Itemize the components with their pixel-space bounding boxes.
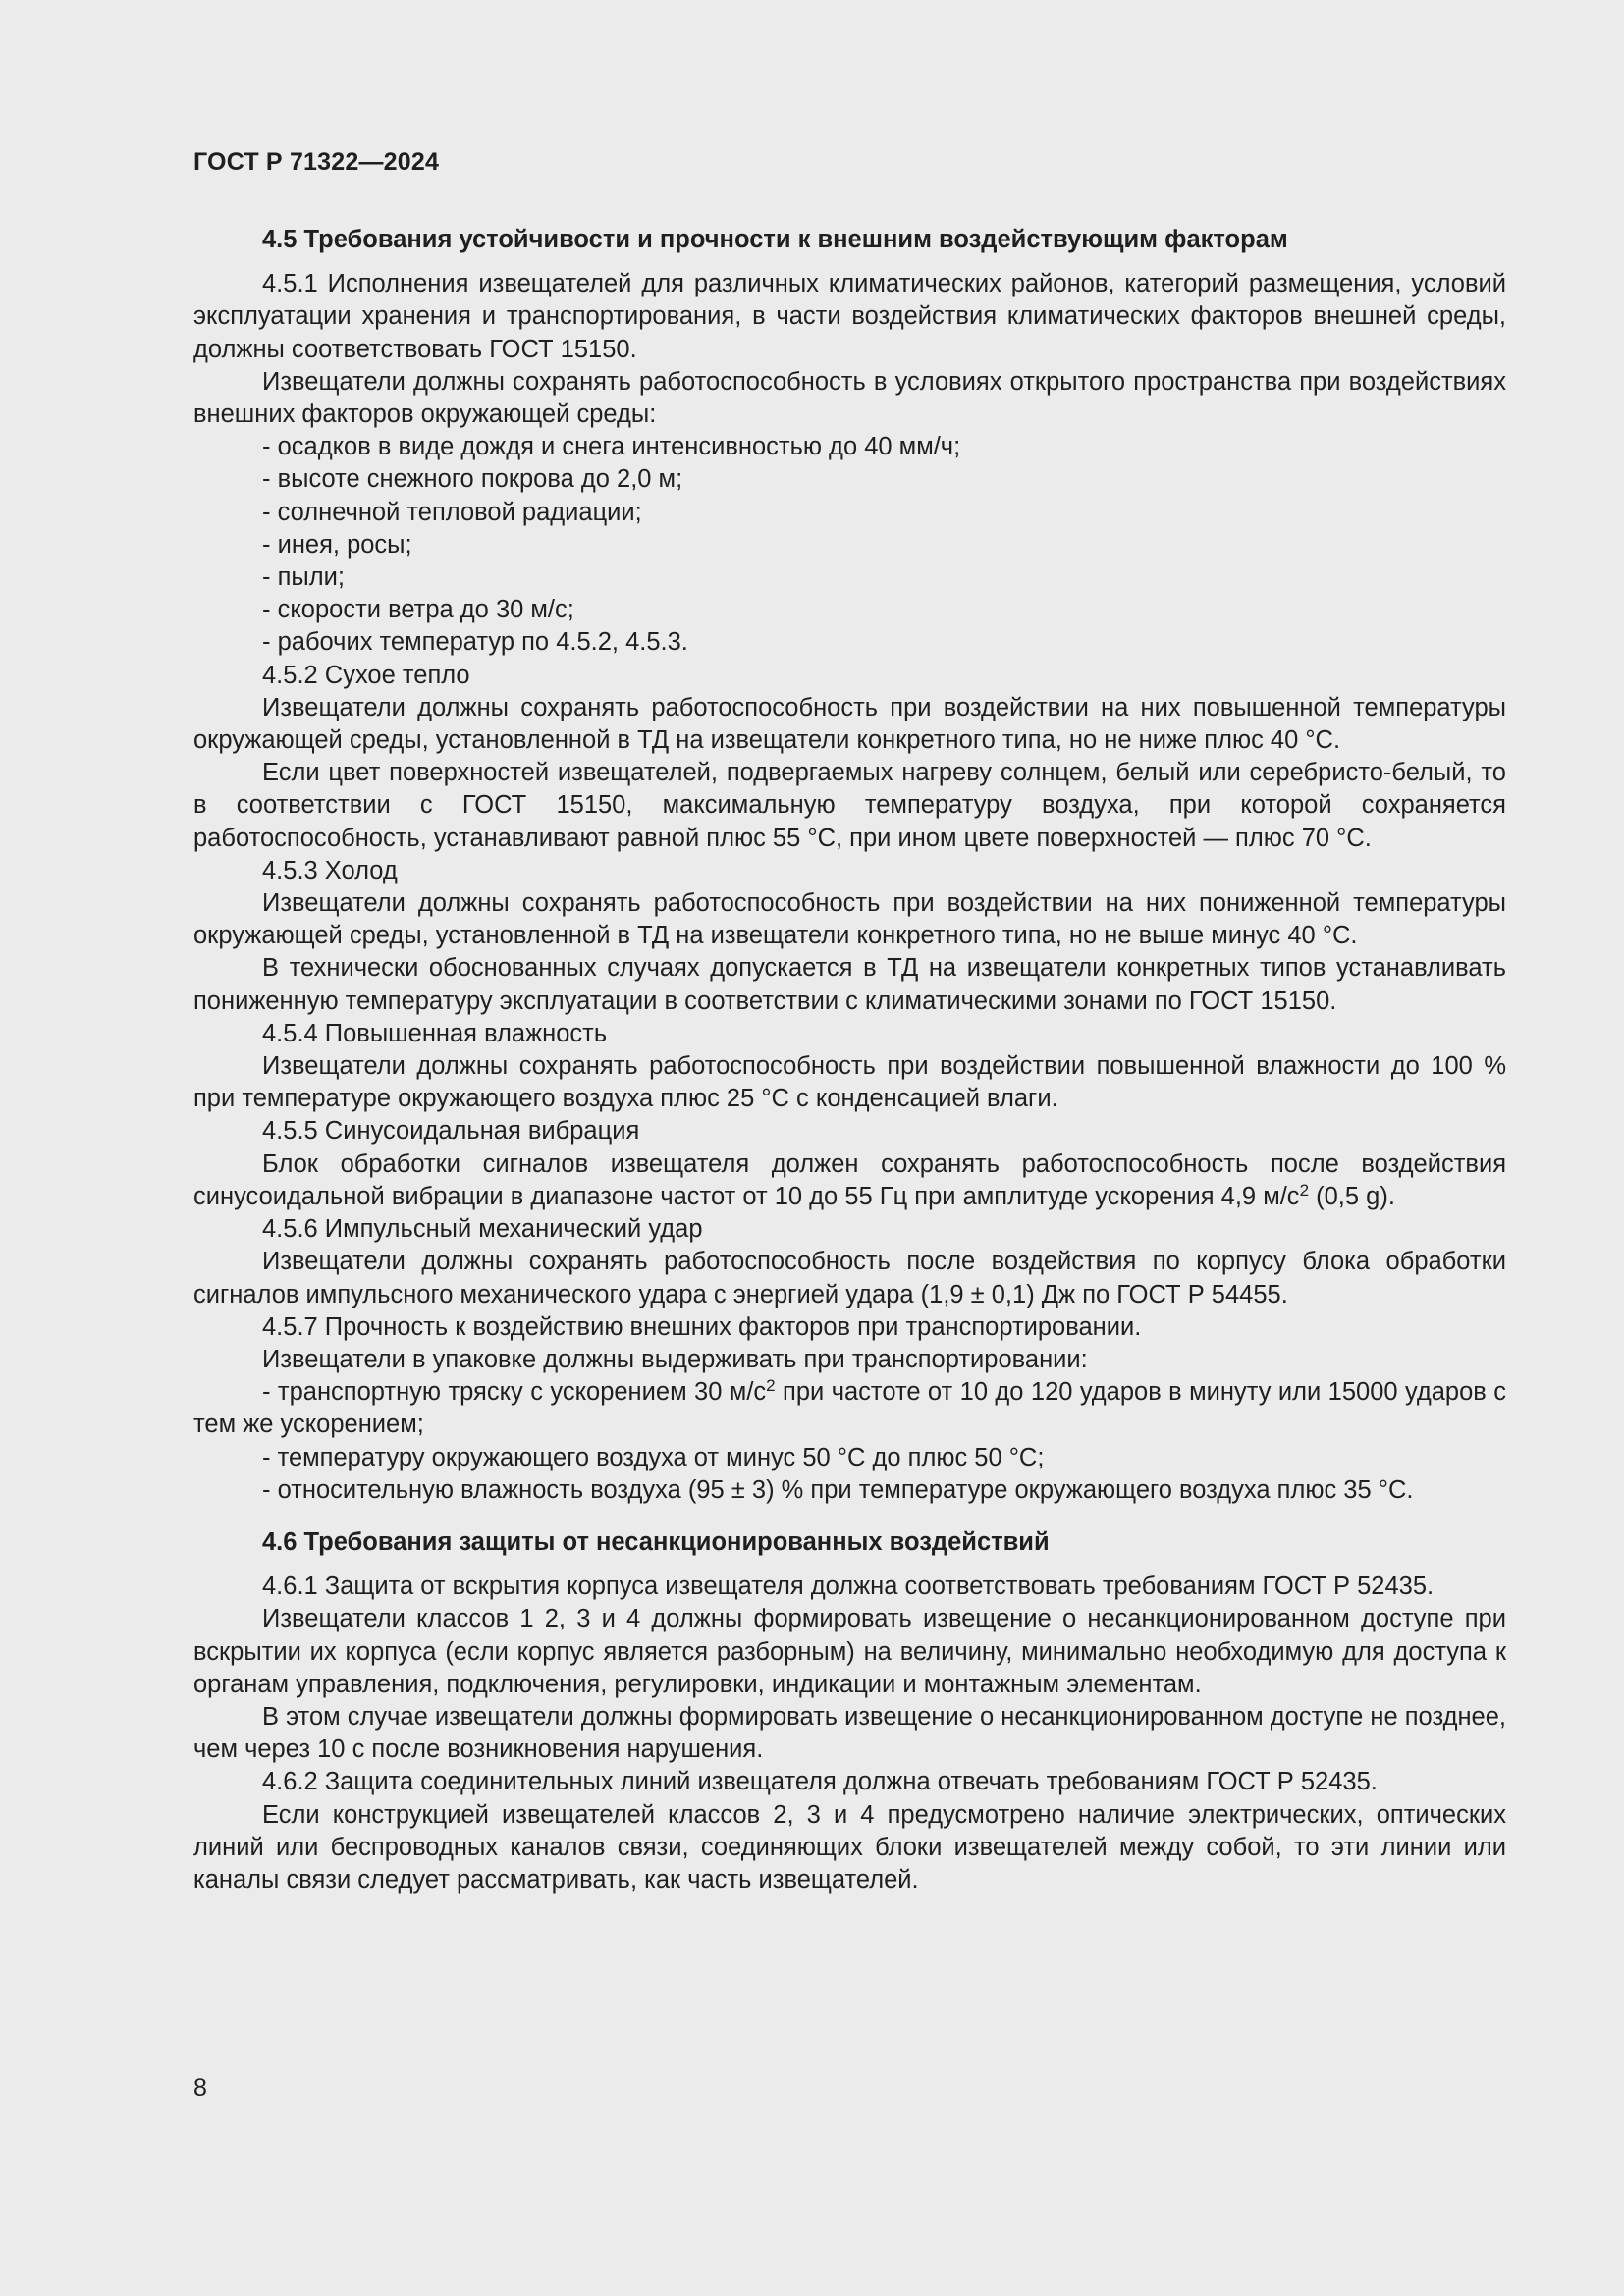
paragraph-4-5-2-b: Если цвет поверхностей извещателей, подвергаемых нагреву солнцем, белый или серебристо-белый, то в соответствии с ГОСТ 15150, максимальную температуру воздуха, при которой сохраняется работоспособность, устанавливают равной плюс 55 °С, при ином цвете поверхностей — плюс 70 °С. xyxy=(193,759,1506,852)
list-item: - пыли; xyxy=(262,563,345,592)
paragraph-lines: Если конструкцией извещателей классов 2, 3 и 4 предусмотрено наличие электрических, оптических линий или беспроводных каналов связи, соединяющих блоки извещателей между собой, то эти линии или каналы связи следует рассматривать, как часть извещателей. xyxy=(193,1800,1506,1894)
subsection-title-4-5-5: 4.5.5 Синусоидальная вибрация xyxy=(262,1117,640,1146)
list-item: - скорости ветра до 30 м/с; xyxy=(262,596,574,624)
paragraph-text: при частоте от 10 до 120 ударов в минуту или 15000 ударов с тем же ускорением; xyxy=(193,1378,1507,1439)
paragraph-outdoor-conditions: Извещатели должны сохранять работоспособность в условиях открытого пространства при воздействиях внешних факторов окружающей среды: xyxy=(193,367,1506,429)
paragraph-4-6-1: 4.6.1 Защита от вскрытия корпуса извещателя должна соответствовать требованиям ГОСТ Р 52435. xyxy=(262,1573,1435,1601)
list-item: - относительную влажность воздуха (95 ± 3) % при температуре окружающего воздуха плюс 35 °С. xyxy=(262,1475,1414,1504)
paragraph-4-5-1: 4.5.1 Исполнения извещателей для различных климатических районов, категорий размещения, условий эксплуатации хранения и транспортирования, в части воздействия климатических факторов внешней среды, должны соответствовать ГОСТ 15150. xyxy=(193,270,1506,363)
subsection-title-4-5-6: 4.5.6 Импульсный механический удар xyxy=(262,1215,703,1244)
subsection-title-4-5-3: 4.5.3 Холод xyxy=(262,856,398,884)
paragraph-4-5-7: Извещатели в упаковке должны выдерживать при транспортировании: xyxy=(262,1345,1088,1373)
superscript: 2 xyxy=(766,1376,776,1396)
subsection-title-4-5-4: 4.5.4 Повышенная влажность xyxy=(262,1019,608,1047)
paragraph-classes: Извещатели классов 1 2, 3 и 4 должны формировать извещение о несанкционированном доступе при вскрытии их корпуса (если корпус является разборным) на величину, минимально необходимую для доступа к органам управления, подключения, регулировки, индикации и монтажным элементам. xyxy=(193,1605,1506,1698)
page-number: 8 xyxy=(193,2074,207,2102)
list-item: - осадков в виде дождя и снега интенсивностью до 40 мм/ч; xyxy=(262,433,961,461)
document-body xyxy=(193,224,1506,1896)
paragraph-case: В этом случае извещатели должны формировать извещение о несанкционированном доступе не позднее, чем через 10 с после возникновения нарушения. xyxy=(193,1702,1506,1764)
list-item xyxy=(193,1376,1506,1441)
list-item: - температуру окружающего воздуха от минус 50 °С до плюс 50 °С; xyxy=(262,1443,1045,1471)
section-heading-4-5: 4.5 Требования устойчивости и прочности к внешним воздействующим факторам xyxy=(262,226,1288,253)
paragraph-4-5-2-a: Извещатели должны сохранять работоспособность при воздействии на них повышенной температуры окружающей среды, установленной в ТД на извещатели конкретного типа, но не ниже плюс 40 °С. xyxy=(193,693,1506,755)
document-header: ГОСТ Р 71322—2024 xyxy=(193,148,440,176)
paragraph-4-5-6: Извещатели должны сохранять работоспособность после воздействия по корпусу блока обработки сигналов импульсного механического удара с энергией удара (1,9 ± 0,1) Дж по ГОСТ Р 54455. xyxy=(193,1248,1506,1308)
paragraph-text: (0,5 g). xyxy=(1309,1182,1395,1210)
paragraph-4-5-3-a: Извещатели должны сохранять работоспособность при воздействии на них пониженной температуры окружающей среды, установленной в ТД на извещатели конкретного типа, но не выше минус 40 °С. xyxy=(193,889,1506,950)
paragraph-4-5-4: Извещатели должны сохранять работоспособность при воздействии повышенной влажности до 100 % при температуре окружающего воздуха плюс 25 °С с конденсацией влаги. xyxy=(193,1052,1506,1113)
paragraph-text: - транспортную тряску с ускорением 30 м/с xyxy=(262,1378,767,1407)
paragraph-4-5-5 xyxy=(193,1148,1506,1213)
paragraph-4-6-2: 4.6.2 Защита соединительных линий извещателя должна отвечать требованиям ГОСТ Р 52435. xyxy=(262,1768,1378,1796)
subsection-title-4-5-2: 4.5.2 Сухое тепло xyxy=(262,661,470,689)
section-heading-4-6: 4.6 Требования защиты от несанкционированных воздействий xyxy=(262,1527,1050,1556)
paragraph-4-5-3-b: В технически обоснованных случаях допускается в ТД на извещатели конкретных типов устанавливать пониженную температуру эксплуатации в соответствии с климатическими зонами по ГОСТ 15150. xyxy=(193,954,1506,1015)
list-item: - рабочих температур по 4.5.2, 4.5.3. xyxy=(262,628,688,657)
list-item: - инея, росы; xyxy=(262,530,412,559)
superscript: 2 xyxy=(1299,1180,1310,1200)
subsection-title-4-5-7: 4.5.7 Прочность к воздействию внешних факторов при транспортировании. xyxy=(262,1312,1142,1341)
list-item: - солнечной тепловой радиации; xyxy=(262,498,642,526)
paragraph-text: Блок обработки сигналов извещателя должен сохранять работоспособность после воздействия синусоидальной вибрации в диапазоне частот от 10 до 55 Гц при амплитуде ускорения 4,9 м/с xyxy=(193,1149,1506,1210)
list-item: - высоте снежного покрова до 2,0 м; xyxy=(262,465,683,494)
